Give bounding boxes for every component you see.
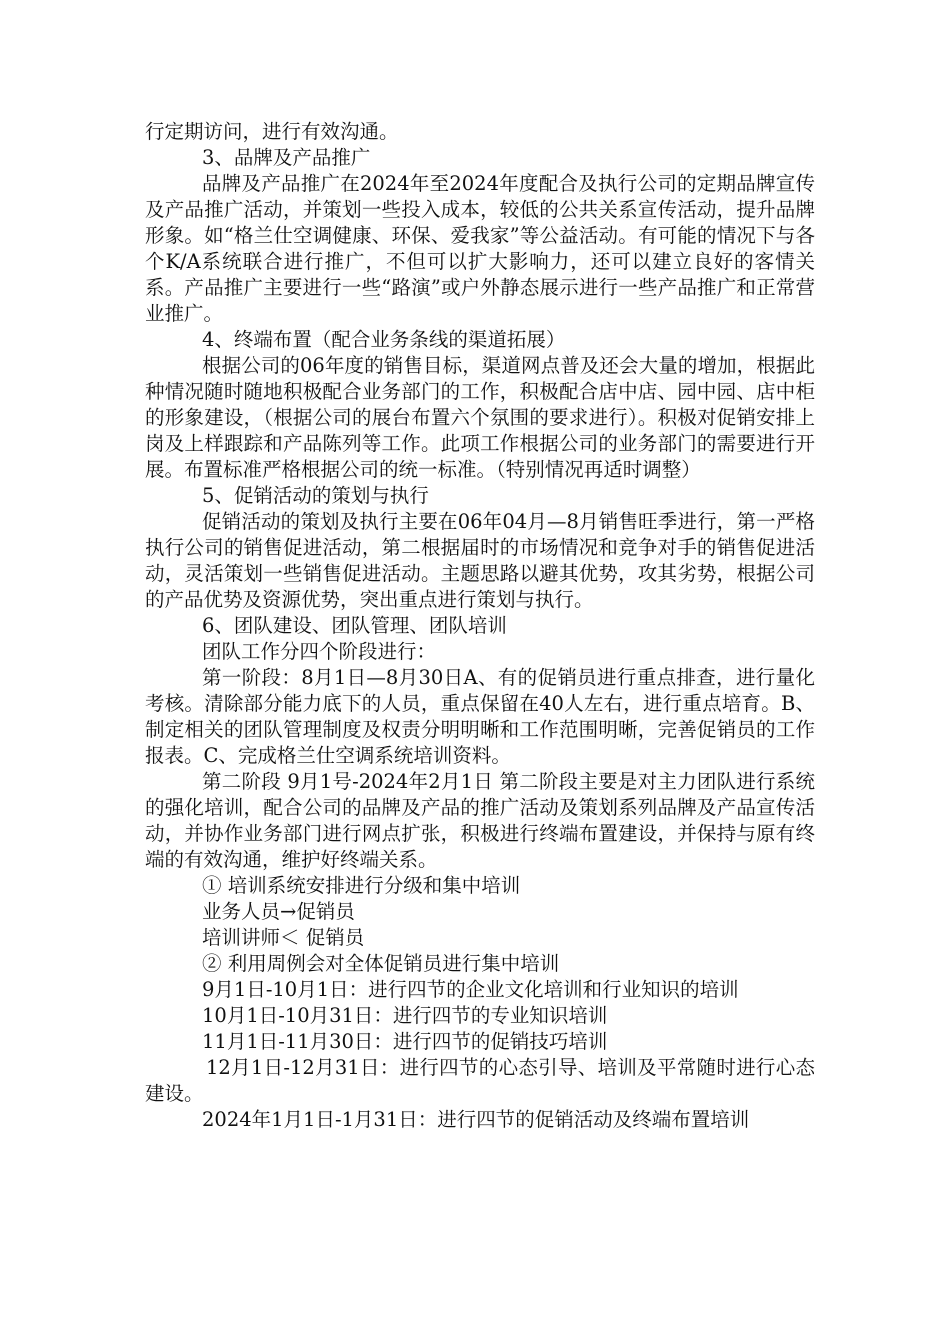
- schedule-november: 11月1日-11月30日：进行四节的促销技巧培训: [202, 1030, 608, 1053]
- heading-brand-promotion: 3、品牌及产品推广: [202, 146, 371, 169]
- heading-team-building: 6、团队建设、团队管理、团队培训: [202, 614, 507, 637]
- heading-terminal-layout: 4、终端布置（配合业务条线的渠道拓展）: [202, 328, 566, 351]
- paragraph-1: 行定期访问，进行有效沟通。: [145, 120, 399, 143]
- list-item-training-system: ① 培训系统安排进行分级和集中培训: [202, 874, 521, 897]
- document-body: [145, 119, 815, 1133]
- schedule-january: 2024年1月1日-1月31日：进行四节的促销活动及终端布置培训: [202, 1108, 750, 1131]
- schedule-december: 12月1日-12月31日：进行四节的心态引导、培训及平常随时进行心态建设。: [145, 1056, 815, 1105]
- heading-promotion-planning: 5、促销活动的策划与执行: [202, 484, 429, 507]
- schedule-october: 10月1日-10月31日：进行四节的专业知识培训: [202, 1004, 608, 1027]
- list-item-weekly-meeting: ② 利用周例会对全体促销员进行集中培训: [202, 952, 560, 975]
- list-item-business-staff: 业务人员→促销员: [202, 900, 355, 923]
- paragraph-brand-promotion: 品牌及产品推广在2024年至2024年度配合及执行公司的定期品牌宣传及产品推广活动，并策划一些投入成本，较低的公共关系宣传活动，提升品牌形象。如“格兰仕空调健康、环保、爱我家”等公益活动。有可能的情况下与各个K/A系统联合进行推广，不但可以扩大影响力，还可以建立良好的客情关系。产品推广主要进行一些“路演”或户外静态展示进行一些产品推广和正常营业推广。: [145, 172, 815, 325]
- schedule-september: 9月1日-10月1日：进行四节的企业文化培训和行业知识的培训: [202, 978, 739, 1001]
- paragraph-promotion-planning: 促销活动的策划及执行主要在06年04月—8月销售旺季进行，第一严格执行公司的销售促进活动，第二根据届时的市场情况和竞争对手的销售促进活动，灵活策划一些销售促进活动。主题思路以避其优势，攻其劣势，根据公司的产品优势及资源优势，突出重点进行策划与执行。: [145, 510, 815, 611]
- paragraph-terminal-layout: 根据公司的06年度的销售目标，渠道网点普及还会大量的增加，根据此种情况随时随地积极配合业务部门的工作，积极配合店中店、园中园、店中柜的形象建设，（根据公司的展台布置六个氛围的要求进行）。积极对促销安排上岗及上样跟踪和产品陈列等工作。此项工作根据公司的业务部门的需要进行开展。布置标准严格根据公司的统一标准。（特别情况再适时调整）: [145, 354, 815, 481]
- list-item-trainer: 培训讲师＜ 促销员: [202, 926, 365, 949]
- paragraph-team-stages: 团队工作分四个阶段进行：: [202, 640, 437, 663]
- paragraph-stage-one: 第一阶段：8月1日—8月30日A、有的促销员进行重点排查，进行量化考核。清除部分能力底下的人员，重点保留在40人左右，进行重点培育。B、制定相关的团队管理制度及权责分明明晰和工作范围明晰，完善促销员的工作报表。C、完成格兰仕空调系统培训资料。: [145, 666, 815, 767]
- paragraph-stage-two: 第二阶段 9月1号-2024年2月1日 第二阶段主要是对主力团队进行系统的强化培训，配合公司的品牌及产品的推广活动及策划系列品牌及产品宣传活动，并协作业务部门进行网点扩张，积极进行终端布置建设，并保持与原有终端的有效沟通，维护好终端关系。: [145, 770, 815, 871]
